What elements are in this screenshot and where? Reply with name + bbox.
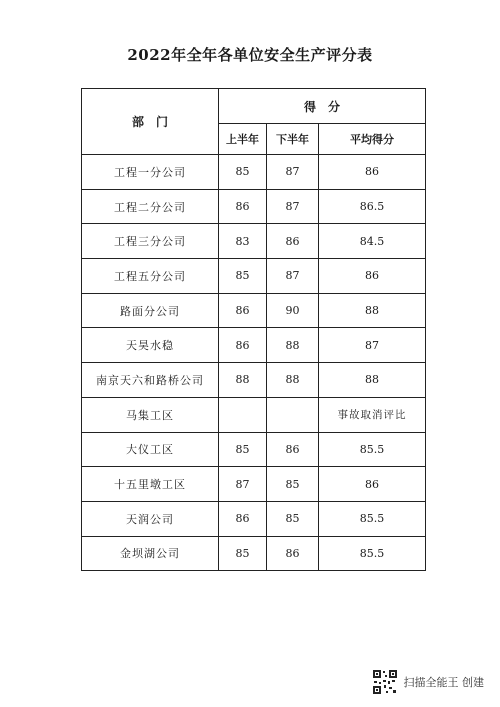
header-first-half: 上半年 [219,124,267,155]
table-body [82,155,426,571]
cell-first-half: 86 [219,328,267,363]
cell-dept: 马集工区 [82,397,219,432]
cell-average: 88 [319,363,426,398]
table-row [82,259,426,294]
cell-average: 85.5 [319,536,426,571]
table-row [82,224,426,259]
table-row [82,328,426,363]
cell-average: 事故取消评比 [319,397,426,432]
cell-average: 86 [319,155,426,190]
cell-average: 85.5 [319,501,426,536]
cell-second-half: 85 [267,467,319,502]
table-row [82,536,426,571]
cell-second-half [267,397,319,432]
table-row [82,189,426,224]
scanner-app-label: 扫描全能王 创建 [403,676,484,689]
cell-dept: 路面分公司 [82,293,219,328]
cell-first-half: 86 [219,501,267,536]
cell-second-half: 86 [267,432,319,467]
cell-dept: 金坝湖公司 [82,536,219,571]
table-row [82,501,426,536]
cell-first-half: 85 [219,259,267,294]
table-row [82,363,426,398]
cell-first-half: 85 [219,432,267,467]
cell-average: 85.5 [319,432,426,467]
cell-first-half: 83 [219,224,267,259]
scanner-watermark [372,669,485,695]
cell-dept: 天昊水稳 [82,328,219,363]
cell-first-half: 85 [219,155,267,190]
cell-first-half: 86 [219,293,267,328]
cell-dept: 工程一分公司 [82,155,219,190]
cell-second-half: 87 [267,259,319,294]
cell-second-half: 88 [267,328,319,363]
table-row [82,432,426,467]
header-score: 得 分 [219,89,426,124]
header-second-half: 下半年 [267,124,319,155]
cell-dept: 工程三分公司 [82,224,219,259]
cell-first-half [219,397,267,432]
cell-average: 86 [319,259,426,294]
cell-dept: 工程二分公司 [82,189,219,224]
header-dept: 部 门 [82,89,219,155]
cell-first-half: 88 [219,363,267,398]
table-row [82,397,426,432]
cell-average: 86.5 [319,189,426,224]
cell-first-half: 87 [219,467,267,502]
cell-first-half: 86 [219,189,267,224]
cell-second-half: 85 [267,501,319,536]
score-table [81,88,426,571]
cell-dept: 工程五分公司 [82,259,219,294]
qr-code-icon [372,669,398,695]
cell-second-half: 87 [267,155,319,190]
cell-average: 87 [319,328,426,363]
cell-average: 88 [319,293,426,328]
table-row [82,293,426,328]
cell-first-half: 85 [219,536,267,571]
cell-average: 86 [319,467,426,502]
cell-dept: 天润公司 [82,501,219,536]
header-average: 平均得分 [319,124,426,155]
cell-second-half: 88 [267,363,319,398]
cell-dept: 南京天六和路桥公司 [82,363,219,398]
cell-second-half: 86 [267,224,319,259]
cell-dept: 十五里墩工区 [82,467,219,502]
cell-second-half: 90 [267,293,319,328]
cell-second-half: 86 [267,536,319,571]
document-title: 2022年全年各单位安全生产评分表 [127,46,373,64]
table-row [82,155,426,190]
cell-average: 84.5 [319,224,426,259]
table-row [82,467,426,502]
cell-second-half: 87 [267,189,319,224]
cell-dept: 大仪工区 [82,432,219,467]
